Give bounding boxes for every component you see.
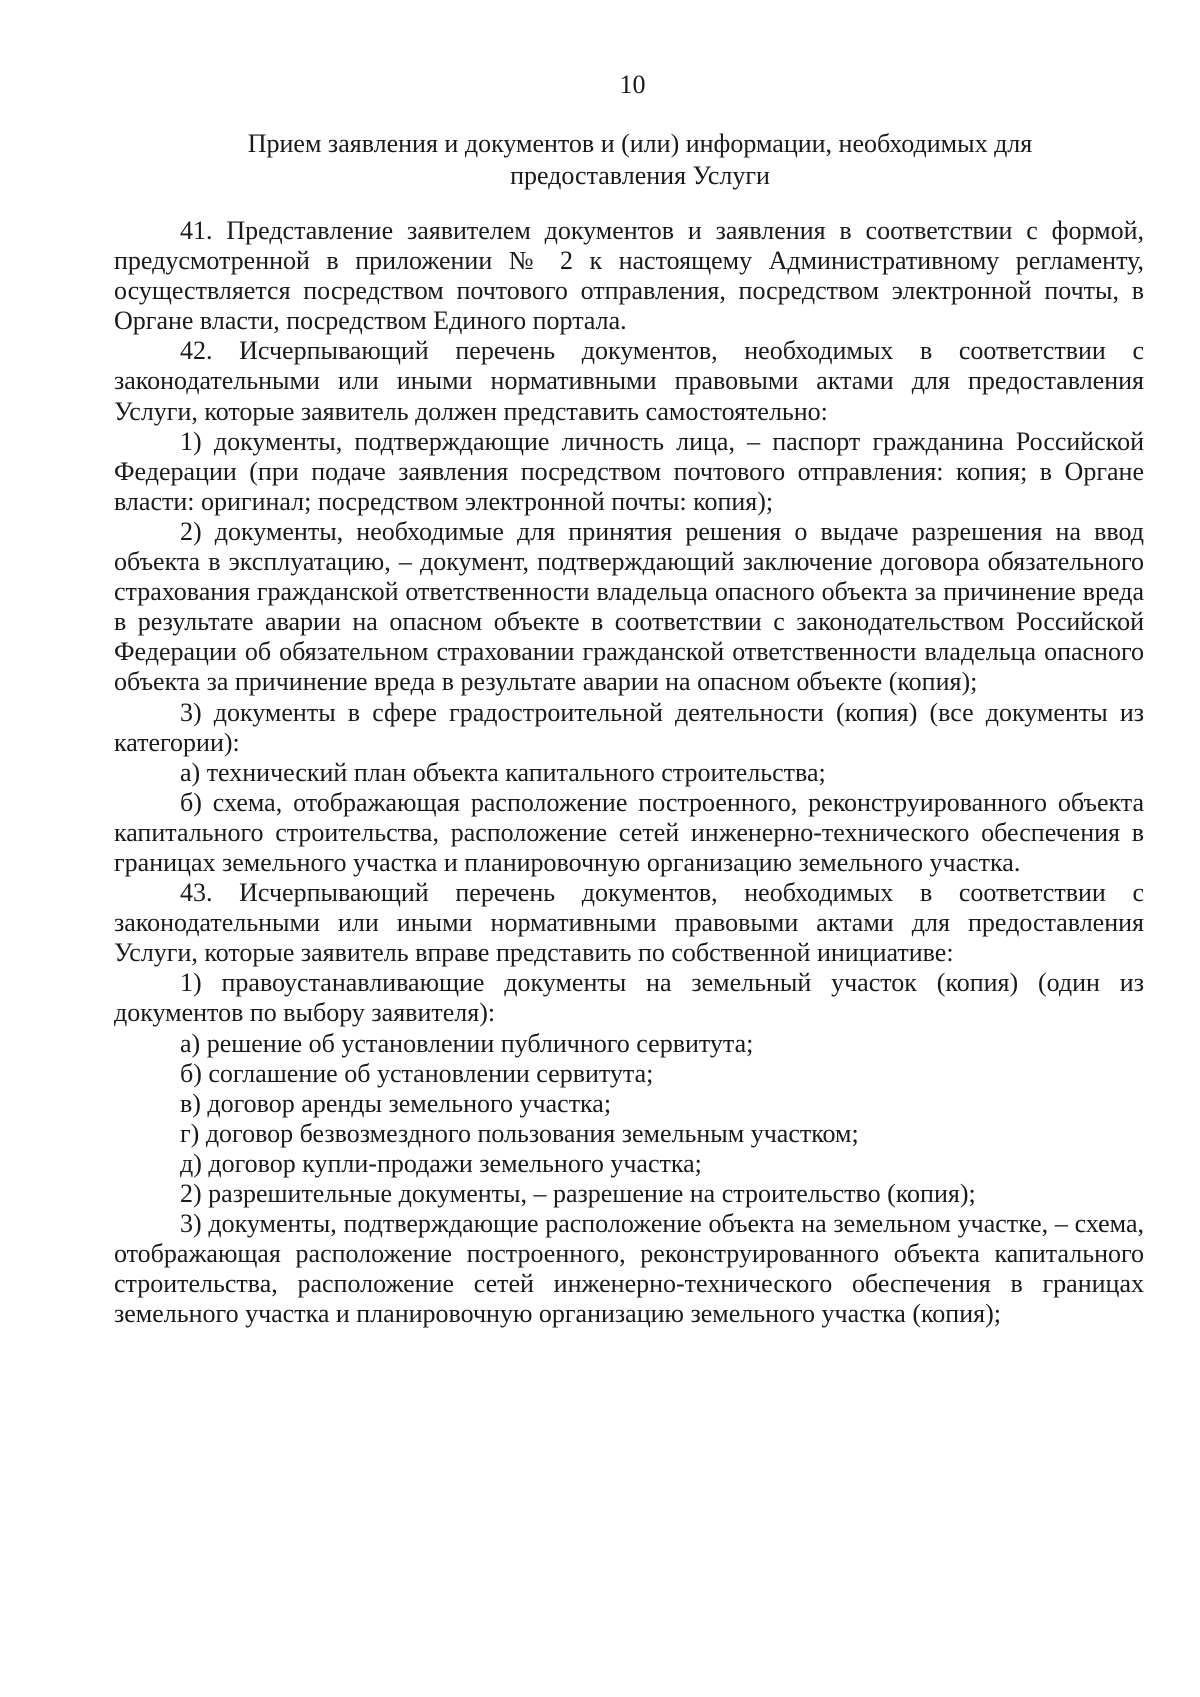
paragraph-43-item-1b: б) соглашение об установлении сервитута; bbox=[180, 1058, 654, 1088]
paragraph-42-item-3a: а) технический план объекта капитального строительства; bbox=[180, 757, 826, 787]
paragraph-43-item-1d: г) договор безвозмездного пользования земельным участком; bbox=[180, 1118, 859, 1148]
paragraph-42: 42. Исчерпывающий перечень документов, необходимых в соответствии с законодательными или иными нормативными правовыми актами для предоставления Услуги, которые заявитель должен представить самостоятельно: bbox=[114, 336, 1144, 426]
paragraph-42-item-3: 3) документы в сфере градостроительной деятельности (копия) (все документы из категории): bbox=[114, 697, 1144, 757]
document-body bbox=[114, 216, 1144, 1329]
paragraph-43-item-1c: в) договор аренды земельного участка; bbox=[180, 1088, 612, 1118]
paragraph-43-item-2: 2) разрешительные документы, – разрешение на строительство (копия); bbox=[180, 1179, 976, 1208]
paragraph-43-item-1e: д) договор купли-продажи земельного участка; bbox=[180, 1148, 702, 1178]
paragraph-43-item-3: 3) документы, подтверждающие расположение объекта на земельном участке, – схема, отображающая расположение построенного, реконструированного объекта капитального строительства, расположение сетей инженерно-технического обеспечения в границах земельного участка и планировочную организацию земельного участка (копия); bbox=[114, 1209, 1144, 1329]
paragraph-41: 41. Представление заявителем документов и заявления в соответствии с формой, предусмотренной в приложении № 2 к настоящему Административному регламенту, осуществляется посредством почтового отправления, посредством электронной почты, в Органе власти, посредством Единого портала. bbox=[114, 216, 1144, 336]
page-number: 10 bbox=[619, 70, 646, 99]
paragraph-42-item-3b: б) схема, отображающая расположение построенного, реконструированного объекта капитального строительства, расположение сетей инженерно-технического обеспечения в границах земельного участка и планировочную организацию земельного участка. bbox=[114, 787, 1144, 877]
section-heading bbox=[150, 128, 1130, 192]
paragraph-42-item-1: 1) документы, подтверждающие личность лица, – паспорт гражданина Российской Федерации (при подаче заявления посредством почтового отправления: копия; в Органе власти: оригинал; посредством электронной почты: копия); bbox=[114, 426, 1144, 516]
paragraph-43: 43. Исчерпывающий перечень документов, необходимых в соответствии с законодательными или иными нормативными правовыми актами для предоставления Услуги, которые заявитель вправе представить по собственной инициативе: bbox=[114, 878, 1144, 968]
section-heading-line-1: Прием заявления и документов и (или) информации, необходимых для bbox=[247, 129, 1033, 158]
paragraph-42-item-2: 2) документы, необходимые для принятия решения о выдаче разрешения на ввод объекта в эксплуатацию, – документ, подтверждающий заключение договора обязательного страхования гражданской ответственности владельца опасного объекта за причинение вреда в результате аварии на опасном объекте в соответствии с законодательством Российской Федерации об обязательном страховании гражданской ответственности владельца опасного объекта за причинение вреда в результате аварии на опасном объекте (копия); bbox=[114, 516, 1144, 697]
paragraph-43-item-1a: а) решение об установлении публичного сервитута; bbox=[180, 1028, 754, 1058]
section-heading-line-2: предоставления Услуги bbox=[510, 161, 770, 190]
paragraph-43-item-1: 1) правоустанавливающие документы на земельный участок (копия) (один из документов по выбору заявителя): bbox=[114, 968, 1144, 1028]
